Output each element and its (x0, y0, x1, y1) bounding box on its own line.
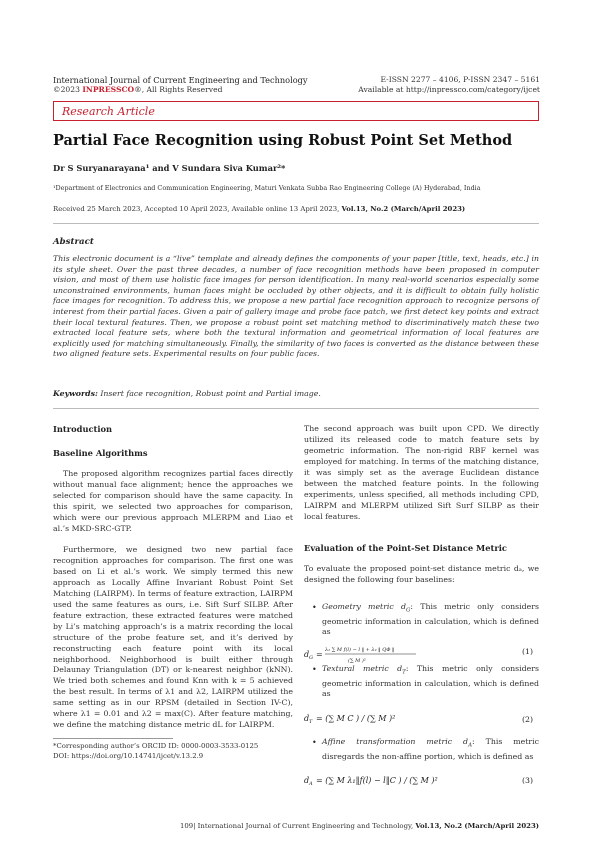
divider (53, 223, 539, 224)
equation-3-graphic (304, 772, 514, 788)
divider (53, 408, 539, 409)
intro-heading: Introduction (53, 424, 113, 434)
doi-link[interactable]: DOI: https://doi.org/10.14741/ijcet/v.13.2.9 (53, 751, 204, 760)
equation-2 (304, 710, 444, 728)
textural-metric-desc: Textural metric $d_T$: This metric only considers geometric information in calculation, which is defined as (322, 664, 539, 699)
received-dates: Received 25 March 2023, Accepted 10 April 2023, Available online 13 April 2023, Vol.13, No.2 (March/April 2023) (53, 205, 466, 213)
svg-text:T: T (309, 719, 313, 725)
evaluation-intro: To evaluate the proposed point-set distance metric dₐ, we designed the following four baselines: (304, 564, 539, 584)
journal-name: International Journal of Current Engineering and Technology (53, 75, 308, 85)
issn: E-ISSN 2277 – 4106, P-ISSN 2347 – 5161 (380, 75, 540, 84)
baseline-paragraph-2: Furthermore, we designed two new partial face recognition approaches for comparison. The first one was based on Li et al.’s work. We simply termed this new approach as Locally Affine Invariant Robust Point Set Matching (LAIRPM). In terms of feature extraction, LAIRPM used the same features as ours, i.e. Sift Surf SILBP. After feature extraction, these extracted features were matched by Li’s matching approach’s is a matrix recording the local structure of the probe feature set, and it’s derived by reconstructing each feature point with its local neighborhood. Neighborhood is built either through Delaunay Triangulation (DT) or k-nearest neighbor (kNN). We tried both schemes and found Knn with k = 5 achieved the best result. In terms of λ1 and λ2, LAIRPM utilized the same setting as in our RPSM (detailed in Section IV-C), where λ1 = 0.01 and λ2 = max(C). After feature matching, we define the matching distance metric dL for LAIRPM. (53, 545, 293, 730)
svg-text:d: d (304, 650, 310, 659)
svg-text:G: G (309, 655, 313, 661)
affiliation: ¹Department of Electronics and Communication Engineering, Maturi Venkata Subba Rao Engineering College (A) Hyderabad, India (53, 184, 481, 192)
equation-2-number: (2) (522, 715, 534, 724)
authors: Dr S Suryanarayana¹ and V Sundara Siva Kumar²* (53, 163, 286, 173)
brand-name: INPRESSCO (82, 85, 135, 94)
bullet-icon: • (312, 738, 317, 747)
baseline-paragraph-1: The proposed algorithm recognizes partial faces directly without manual face alignment; hence the approaches we selected for comparison should have the same capacity. In this spirit, we selected two approaches for comparison, which were our previous approach MLERPM and Liao et al.’s MKD-SRC-GTP. (53, 469, 293, 533)
svg-text:=: = (316, 650, 323, 659)
copyright: ©2023 INPRESSCO®, All Rights Reserved (53, 85, 223, 94)
abstract-heading: Abstract (53, 237, 94, 247)
article-type: Research Article (62, 105, 155, 118)
geometry-metric-desc: Geometry metric $d_G$: This metric only considers geometric information in calculation, which is defined as (322, 602, 539, 637)
availability-link[interactable]: Available at http://inpressco.com/category/ijcet (358, 85, 540, 94)
evaluation-heading: Evaluation of the Point-Set Distance Metric (304, 543, 507, 553)
baseline-heading: Baseline Algorithms (53, 448, 148, 458)
article-type-box (53, 101, 539, 121)
paper-title: Partial Face Recognition using Robust Point Set Method (53, 132, 513, 149)
svg-text:= (∑ M C ) / (∑ M )²: = (∑ M C ) / (∑ M )² (316, 714, 396, 723)
equation-3 (304, 772, 514, 790)
keywords: Keywords: Insert face recognition, Robust point and Partial image. (53, 389, 321, 398)
svg-text:λ₁ ∑ M f(l) − l ‖ + λ₂ ‖ QΦ ‖: λ₁ ∑ M f(l) − l ‖ + λ₂ ‖ QΦ ‖ (325, 647, 395, 653)
equation-1-graphic (304, 643, 454, 665)
svg-text:d: d (304, 714, 310, 723)
volume-info: Vol.13, No.2 (March/April 2023) (341, 205, 466, 213)
footnote: *Corresponding author’s ORCID ID: 0000-0003-3533-0125 DOI: https://doi.org/10.14741/ijcet/v.13.2.9 (53, 742, 259, 760)
equation-1-number: (1) (522, 647, 534, 656)
svg-text:d: d (304, 776, 310, 785)
bullet-icon: • (312, 665, 317, 674)
affine-metric-desc: Affine transformation metric $d_A$: This metric disregards the non-affine portion, which is defined as (322, 737, 540, 761)
svg-text:(∑ M )²: (∑ M )² (348, 658, 366, 664)
page-footer: 109| International Journal of Current Engineering and Technology, Vol.13, No.2 (March/April 2023) (180, 822, 539, 830)
equation-2-graphic (304, 710, 444, 726)
bullet-icon: • (312, 603, 317, 612)
svg-text:A: A (309, 781, 313, 787)
cpd-paragraph: The second approach was built upon CPD. We directly utilized its released code to match feature sets by geometric information. The non-rigid RBF kernel was employed for matching. In terms of the matching distance, it was simply set as the average Euclidean distance between the matched feature points. In the following experiments, unless specified, all methods including CPD, LAIRPM and MLERPM utilized Sift Surf SILBP as their local features. (304, 424, 539, 521)
equation-3-number: (3) (522, 776, 534, 785)
abstract-text: This electronic document is a “live” template and already defines the components of your paper [title, text, heads, etc.] in its style sheet. Over the past three decades, a number of face recognition methods have been proposed in computer vision, and most of them use holistic face images for person identification. In many real-world scenarios especially some unconstrained environments, human faces might be occluded by other objects, and it is difficult to obtain fully holistic face images for recognition. To address this, we propose a new partial face recognition approach to recognize persons of interest from their partial faces. Given a pair of gallery image and probe face patch, we first detect key points and extract their local textural features. Then, we propose a robust point set matching method to discriminatively match these two extracted local feature sets, where both the textural information and geometrical information of local features are explicitly used for matching simultaneously. Finally, the similarity of two faces is converted as the distance between these two aligned feature sets. Experimental results on four public faces. (53, 254, 539, 359)
svg-text:= (∑ M λ₁‖f(l) − l‖C ) / (∑ M: = (∑ M λ₁‖f(l) − l‖C ) / (∑ M )² (316, 776, 438, 785)
footnote-rule (53, 738, 173, 739)
